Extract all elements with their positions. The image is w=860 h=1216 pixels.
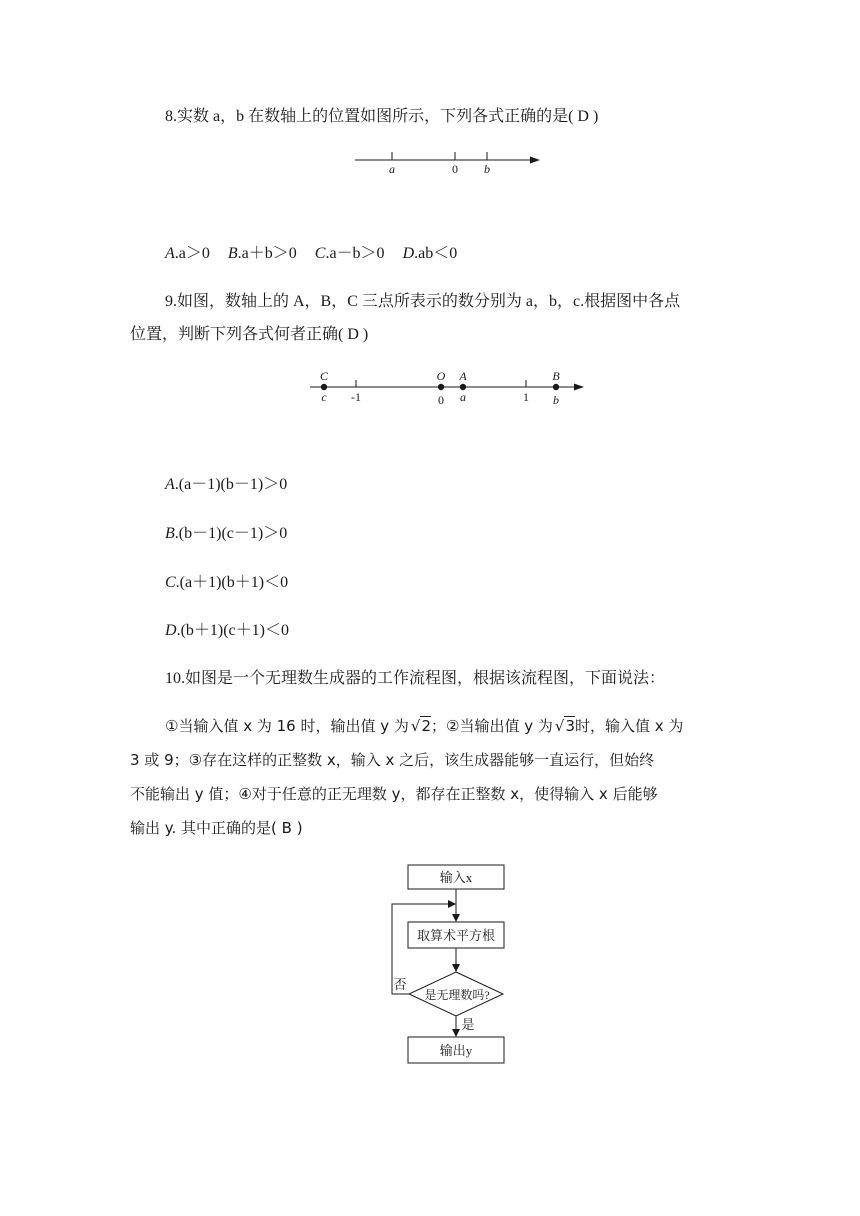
q10-line3: 不能输出 y 值；④对于任意的正无理数 y，都存在正整数 x，使得输入 x 后能够 [130,785,658,803]
q10-line4: 输出 y. 其中正确的是( B ) [130,819,303,837]
q9-label-C: C [319,369,329,383]
q8-option-b: B.a＋b＞0 [227,245,297,262]
q8-option-d: D.ab＜0 [402,245,458,262]
q9-label-a: a [460,390,466,404]
q9-stem-line1: 9.如图，数轴上的 A，B，C 三点所表示的数分别为 a，b，c.根据图中各点 [165,293,681,310]
q9-label-B: B [552,369,560,383]
q10-sqrt-2: 2 [421,717,432,735]
q8-stem: 8.实数 a，b 在数轴上的位置如图所示，下列各式正确的是( D ) [165,108,599,125]
q9-option-c: C.(a＋1)(b＋1)＜0 [165,574,289,591]
q9-label-0: 0 [438,393,444,407]
flow-yes-label: 是 [461,1017,475,1032]
q9-label-1: 1 [523,390,529,404]
q10-line2: 3 或 9；③存在这样的正整数 x，输入 x 之后，该生成器能够一直运行，但始终 [130,751,655,769]
q8-label-0: 0 [452,162,458,176]
q9-option-d: D.(b＋1)(c＋1)＜0 [165,622,289,639]
flow-output-label: 输出y [439,1043,473,1058]
q9-label-O: O [436,369,446,383]
q10-sqrt-3: 3 [565,717,575,735]
q9-option-b: B.(b－1)(c－1)＞0 [165,525,288,542]
q8-label-b: b [484,162,490,176]
flow-input-label: 输入x [439,870,473,885]
q9-label-A: A [459,369,467,383]
q10-line1: ①当输入值 x 为 16 时，输出值 y 为 √2；②当输出值 y 为 √3时，输入值 x 为 [165,717,684,735]
q10-stem: 10.如图是一个无理数生成器的工作流程图，根据该流程图，下面说法： [165,670,666,687]
q9-stem-line2: 位置，判断下列各式何者正确( D ) [130,326,369,343]
flow-decision-label: 是无理数吗? [424,988,490,1002]
q9-option-a: A.(a－1)(b－1)＞0 [165,476,288,493]
flow-no-label: 否 [393,977,407,992]
q9-label-minus1: -1 [351,390,361,404]
q8-option-a: A.a＞0 [165,245,210,262]
q8-label-a: a [389,162,395,176]
q9-label-b: b [553,393,559,407]
q9-label-c: c [321,390,327,404]
q8-option-c: C.a－b＞0 [314,245,385,262]
flow-sqrt-label: 取算术平方根 [416,928,496,943]
